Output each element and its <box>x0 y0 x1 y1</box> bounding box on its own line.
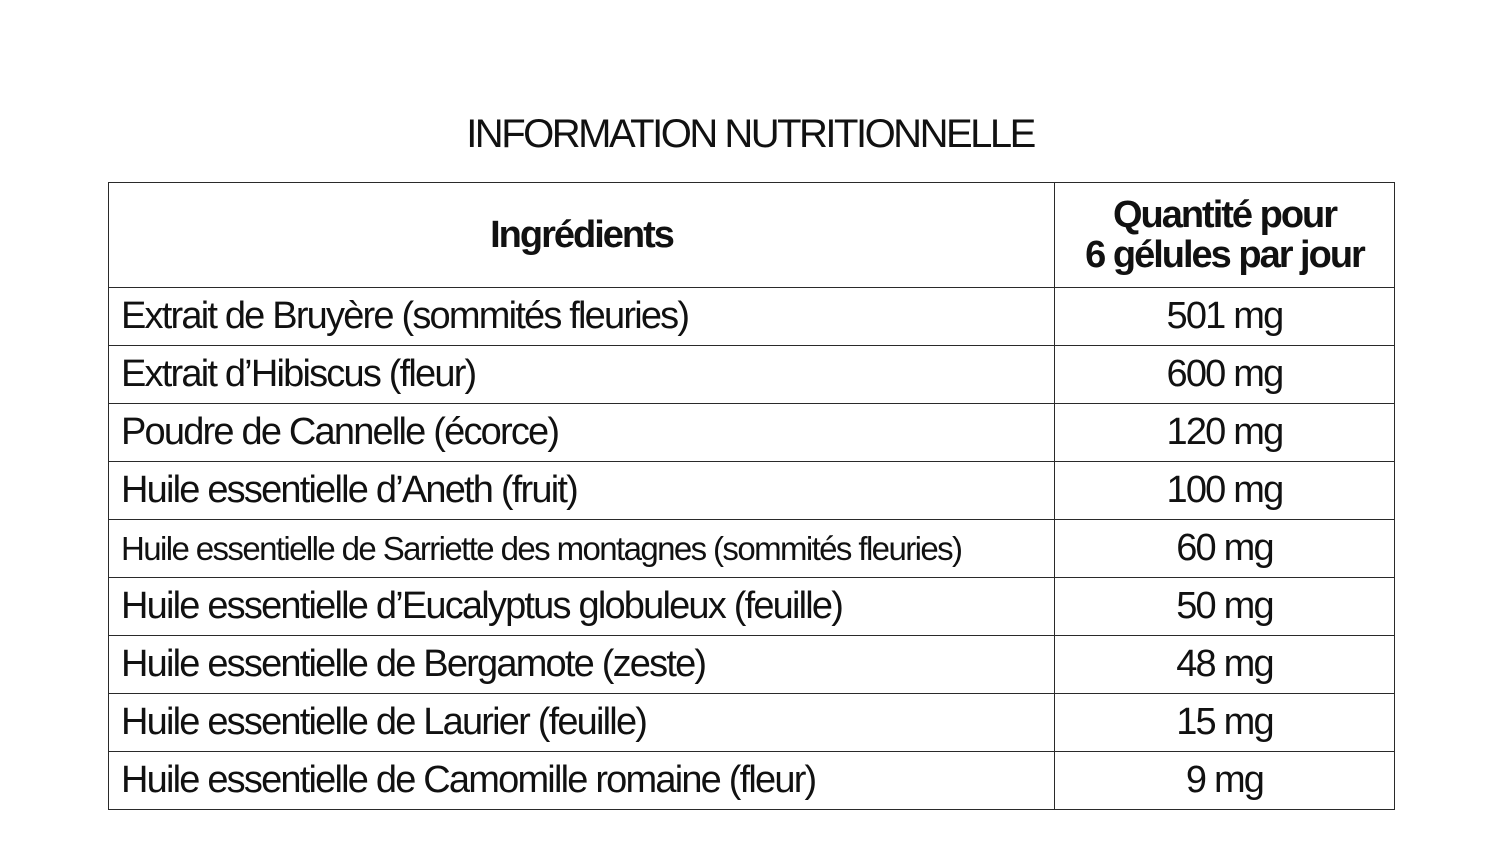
column-header-quantity <box>1055 183 1395 288</box>
quantity-cell: 60 mg <box>1055 520 1395 578</box>
ingredient-cell: Huile essentielle de Bergamote (zeste) <box>109 636 1055 694</box>
ingredient-cell: Huile essentielle de Camomille romaine (fleur) <box>109 752 1055 810</box>
quantity-cell: 120 mg <box>1055 404 1395 462</box>
table-row <box>109 288 1395 346</box>
ingredient-cell: Extrait de Bruyère (sommités fleuries) <box>109 288 1055 346</box>
table-row <box>109 694 1395 752</box>
quantity-cell: 600 mg <box>1055 346 1395 404</box>
ingredient-cell: Huile essentielle d’Eucalyptus globuleux (feuille) <box>109 578 1055 636</box>
table-row <box>109 752 1395 810</box>
quantity-cell: 48 mg <box>1055 636 1395 694</box>
ingredient-cell: Huile essentielle d’Aneth (fruit) <box>109 462 1055 520</box>
column-header-quantity-line1: Quantité pour <box>1112 194 1337 236</box>
column-header-ingredients: Ingrédients <box>109 183 1055 288</box>
table-row <box>109 462 1395 520</box>
quantity-cell: 9 mg <box>1055 752 1395 810</box>
table-row <box>109 578 1395 636</box>
table-header-row <box>109 183 1395 288</box>
page-title: INFORMATION NUTRITIONNELLE <box>466 112 1034 156</box>
nutrition-table <box>108 182 1395 810</box>
quantity-cell: 50 mg <box>1055 578 1395 636</box>
table-row <box>109 520 1395 578</box>
quantity-cell: 15 mg <box>1055 694 1395 752</box>
ingredient-cell: Poudre de Cannelle (écorce) <box>109 404 1055 462</box>
table-row <box>109 636 1395 694</box>
quantity-cell: 501 mg <box>1055 288 1395 346</box>
table-row <box>109 346 1395 404</box>
table-row <box>109 404 1395 462</box>
column-header-quantity-line2: 6 gélules par jour <box>1085 234 1364 276</box>
ingredient-cell: Extrait d’Hibiscus (fleur) <box>109 346 1055 404</box>
ingredient-cell: Huile essentielle de Sarriette des montagnes (sommités fleuries) <box>109 520 1055 578</box>
quantity-cell: 100 mg <box>1055 462 1395 520</box>
ingredient-cell: Huile essentielle de Laurier (feuille) <box>109 694 1055 752</box>
